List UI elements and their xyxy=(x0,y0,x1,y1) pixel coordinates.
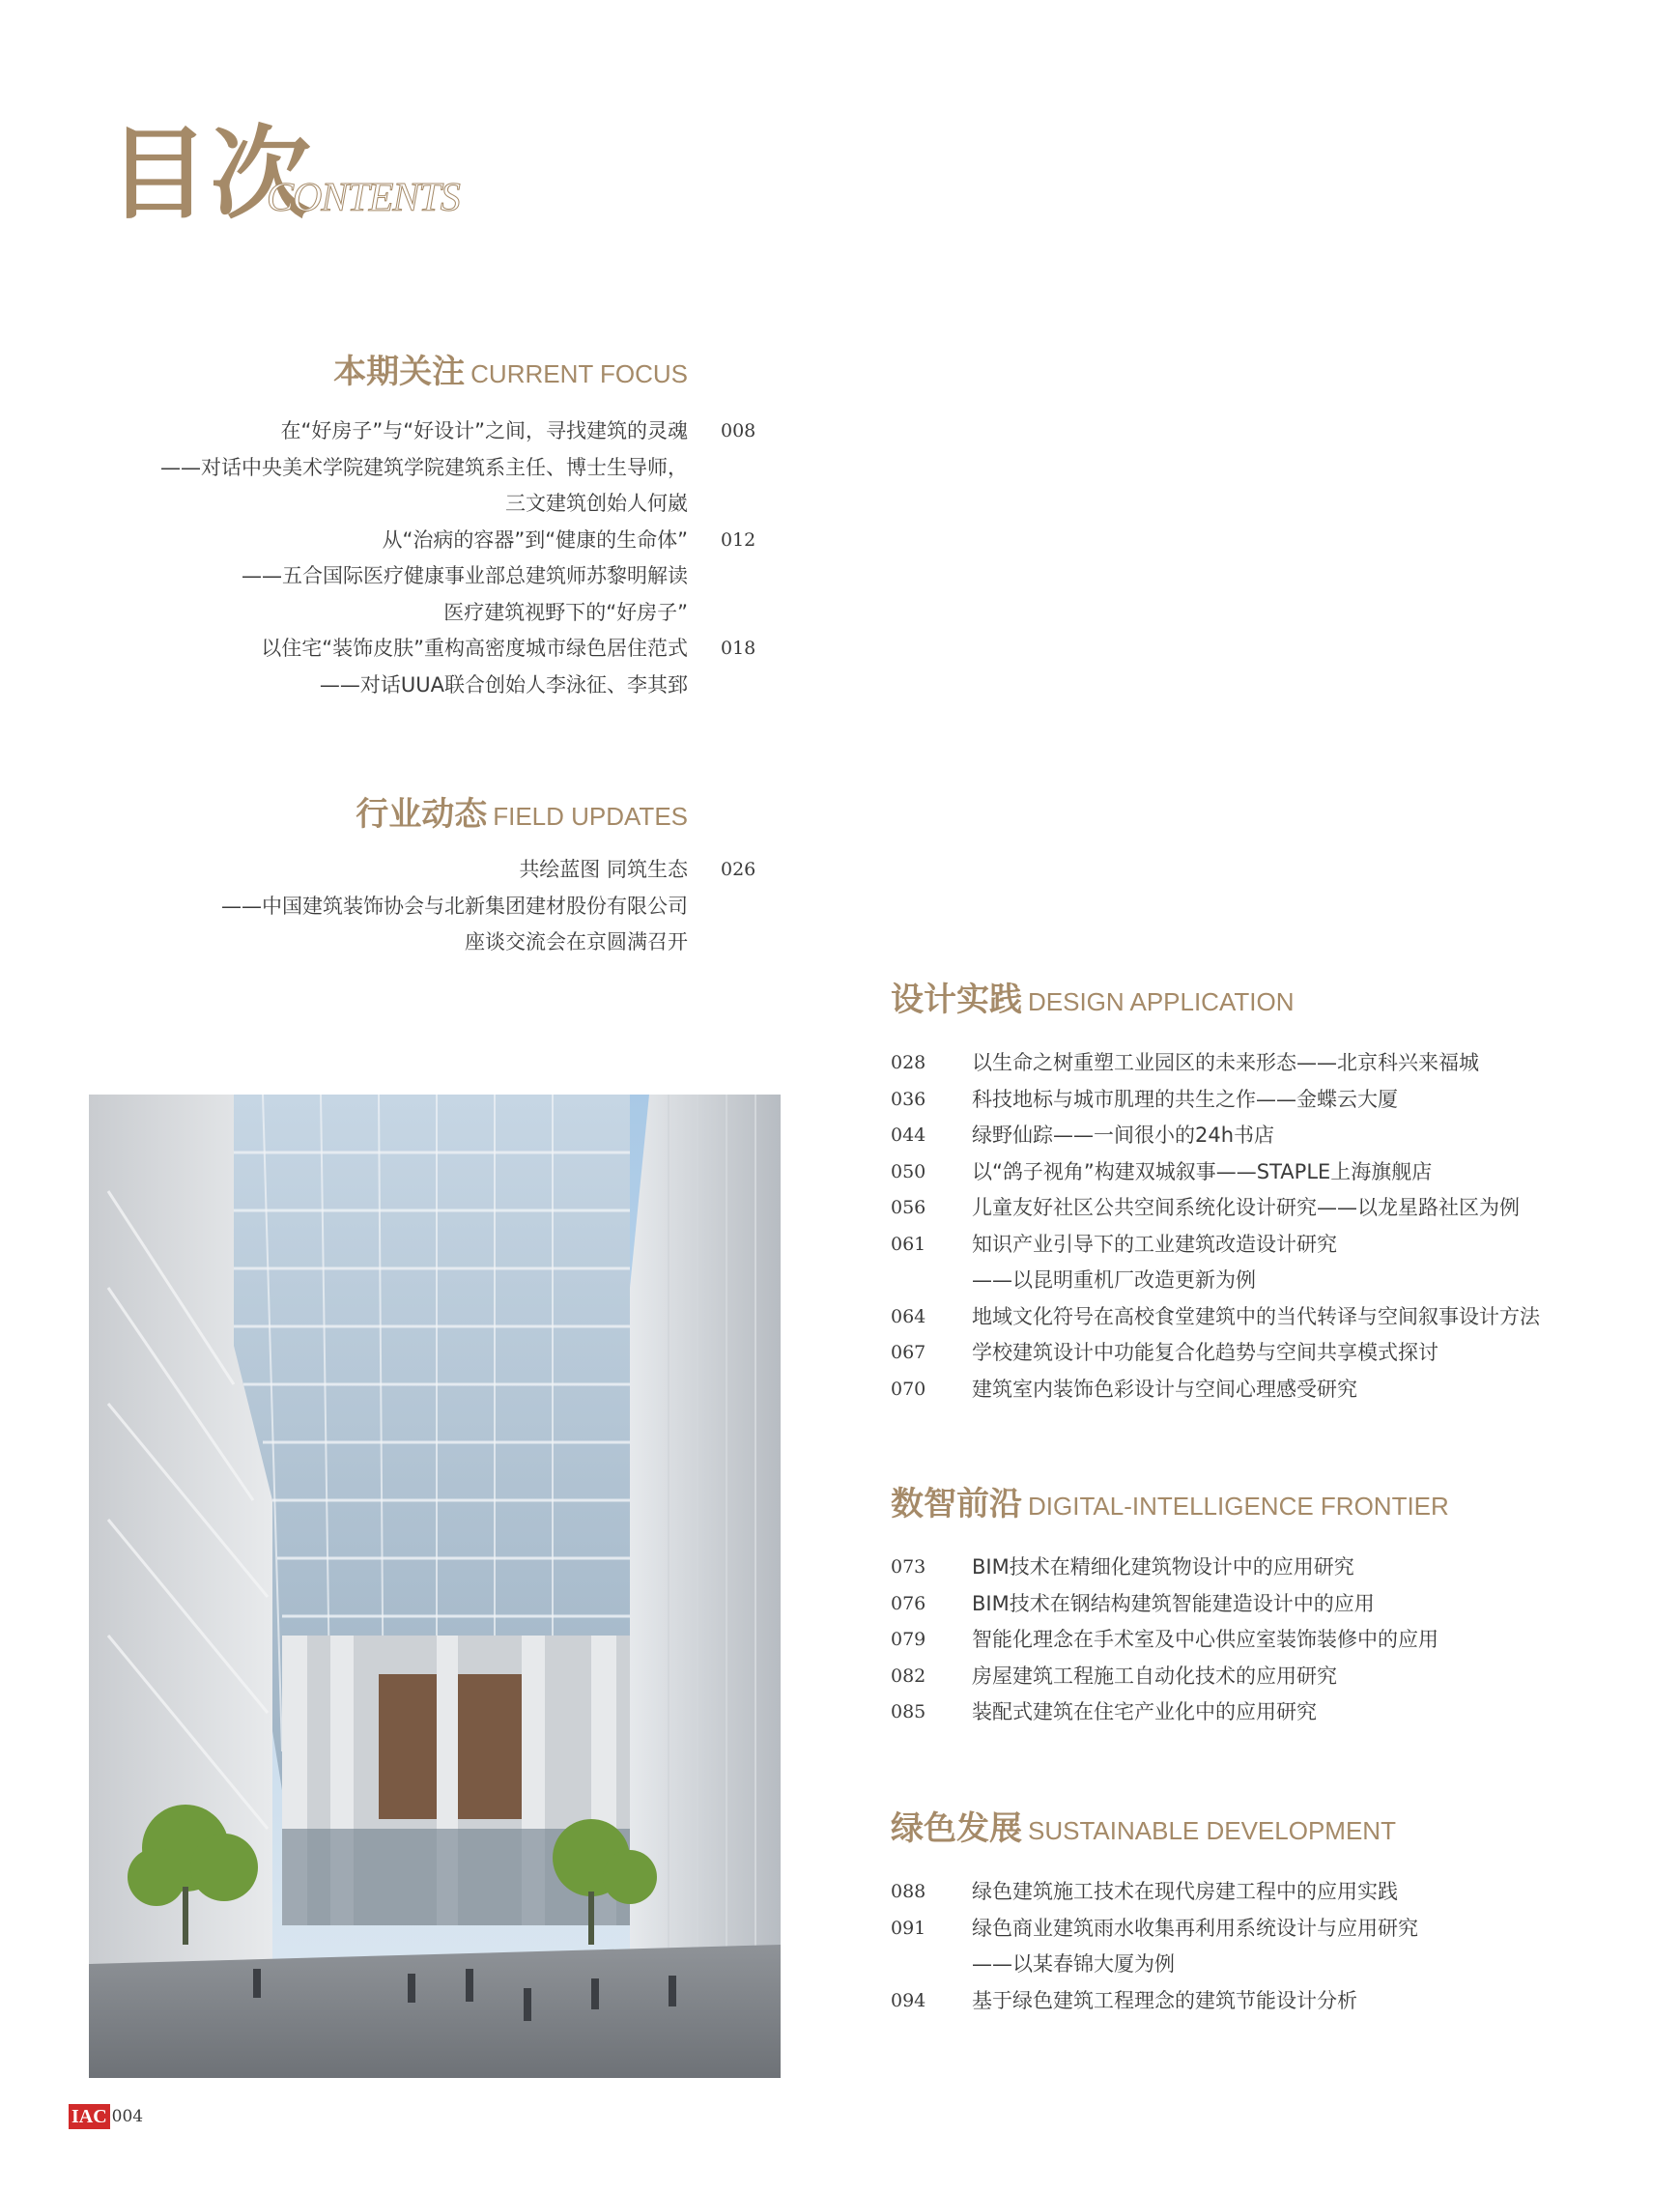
toc-entry-title: 房屋建筑工程施工自动化技术的应用研究 xyxy=(972,1664,1337,1688)
toc-page-number: 085 xyxy=(891,1701,926,1722)
toc-entry-title: 座谈交流会在京圆满召开 xyxy=(465,930,688,953)
toc-page-number: 067 xyxy=(891,1342,926,1363)
toc-entry-title: 学校建筑设计中功能复合化趋势与空间共享模式探讨 xyxy=(972,1341,1438,1364)
toc-page-number: 061 xyxy=(891,1233,926,1255)
section-heading-cn: 本期关注 xyxy=(333,353,466,391)
toc-entry-title: 以生命之树重塑工业园区的未来形态——北京科兴来福城 xyxy=(972,1051,1479,1074)
section-design-application xyxy=(891,983,1644,1408)
toc-entry-title: 绿野仙踪——一间很小的24h书店 xyxy=(972,1124,1275,1147)
toc-entry-title: 在“好房子”与“好设计”之间，寻找建筑的灵魂 xyxy=(280,419,688,442)
section-heading-en: DESIGN APPLICATION xyxy=(1028,987,1295,1016)
toc-entry[interactable] xyxy=(891,1911,1644,1983)
toc-page-number: 050 xyxy=(891,1160,926,1182)
toc-page-number: 012 xyxy=(721,528,756,551)
section-heading-en: SUSTAINABLE DEVELOPMENT xyxy=(1028,1816,1396,1845)
section-heading xyxy=(891,1485,1644,1523)
toc-entry-title: 建筑室内装饰色彩设计与空间心理感受研究 xyxy=(972,1377,1357,1401)
page-number: 004 xyxy=(111,2107,144,2126)
toc-entry[interactable] xyxy=(891,1190,1644,1227)
toc-entry-title: ——以昆明重机厂改造更新为例 xyxy=(972,1268,1256,1292)
toc-entry[interactable] xyxy=(891,1983,1644,2020)
section-heading-en: CURRENT FOCUS xyxy=(470,359,688,388)
toc-entry-title: 以住宅“装饰皮肤”重构高密度城市绿色居住范式 xyxy=(261,637,688,660)
toc-page-number: 028 xyxy=(891,1052,926,1073)
toc-entry[interactable] xyxy=(891,1694,1644,1731)
toc-page-number: 044 xyxy=(891,1124,926,1146)
title-english: CONTENTS xyxy=(267,176,460,220)
toc-entry[interactable] xyxy=(891,1372,1644,1408)
toc-page-number: 073 xyxy=(891,1556,926,1578)
toc-page-number: 064 xyxy=(891,1305,926,1327)
section-heading xyxy=(891,1809,1644,1848)
page-footer xyxy=(69,2104,143,2131)
toc-page-number: 091 xyxy=(891,1917,926,1939)
toc-entry[interactable] xyxy=(891,1299,1644,1336)
toc-entry-title: 科技地标与城市肌理的共生之作——金蝶云大厦 xyxy=(972,1087,1398,1111)
toc-entry-title: 知识产业引导下的工业建筑改造设计研究 xyxy=(972,1232,1337,1256)
toc-page-number: 008 xyxy=(721,420,756,441)
toc-page-number: 094 xyxy=(891,1989,926,2011)
toc-entry[interactable] xyxy=(891,1082,1644,1119)
section-sustainable-development xyxy=(891,1809,1644,2019)
toc-entry[interactable] xyxy=(891,1154,1644,1191)
toc-entry-title: 绿色商业建筑雨水收集再利用系统设计与应用研究 xyxy=(972,1916,1418,1940)
toc-entry-title: ——对话中央美术学院建筑学院建筑系主任、博士生导师， xyxy=(160,455,688,479)
toc-entry-title: 医疗建筑视野下的“好房子” xyxy=(443,600,688,624)
toc-entry-title: 绿色建筑施工技术在现代房建工程中的应用实践 xyxy=(972,1880,1398,1903)
iac-logo: IAC xyxy=(69,2104,110,2129)
title-chinese: 目次 xyxy=(108,114,314,233)
section-heading-cn: 数智前沿 xyxy=(891,1485,1022,1523)
toc-entry[interactable] xyxy=(97,523,773,632)
section-heading-en: FIELD UPDATES xyxy=(493,802,688,831)
section-heading-cn: 绿色发展 xyxy=(891,1809,1022,1848)
section-heading xyxy=(891,981,1644,1019)
toc-entry[interactable] xyxy=(97,631,773,703)
toc-entry-title: 儿童友好社区公共空间系统化设计研究——以龙星路社区为例 xyxy=(972,1196,1520,1219)
section-heading xyxy=(97,353,688,391)
toc-entry-title: 地域文化符号在高校食堂建筑中的当代转译与空间叙事设计方法 xyxy=(972,1304,1540,1328)
building-photo xyxy=(89,1095,781,2078)
toc-entry[interactable] xyxy=(891,1874,1644,1911)
toc-entry-title: 装配式建筑在住宅产业化中的应用研究 xyxy=(972,1700,1317,1723)
toc-page-number: 026 xyxy=(721,859,756,880)
toc-entry[interactable] xyxy=(891,1335,1644,1372)
toc-page-number: 056 xyxy=(891,1197,926,1218)
toc-entry[interactable] xyxy=(891,1045,1644,1082)
toc-entry-title: ——中国建筑装饰协会与北新集团建材股份有限公司 xyxy=(221,894,688,918)
section-digital-intelligence xyxy=(891,1485,1644,1731)
toc-entry-title: 智能化理念在手术室及中心供应室装饰装修中的应用 xyxy=(972,1628,1438,1651)
toc-page-number: 070 xyxy=(891,1378,926,1400)
toc-entry[interactable] xyxy=(891,1550,1644,1586)
toc-entry-title: ——以某春锦大厦为例 xyxy=(972,1952,1175,1976)
toc-page-number: 036 xyxy=(891,1088,926,1110)
toc-entry-title: 以“鸽子视角”构建双城叙事——STAPLE上海旗舰店 xyxy=(972,1159,1433,1183)
section-heading xyxy=(97,795,688,834)
section-field-updates xyxy=(97,795,773,961)
toc-entry-title: ——五合国际医疗健康事业部总建筑师苏黎明解读 xyxy=(242,564,688,587)
toc-page-number: 079 xyxy=(891,1629,926,1650)
toc-page-number: 088 xyxy=(891,1881,926,1902)
section-heading-cn: 设计实践 xyxy=(891,981,1022,1019)
toc-entry[interactable] xyxy=(97,413,773,523)
section-heading-en: DIGITAL-INTELLIGENCE FRONTIER xyxy=(1028,1492,1449,1521)
toc-entry-title: BIM技术在钢结构建筑智能建造设计中的应用 xyxy=(972,1591,1375,1615)
toc-entry[interactable] xyxy=(891,1622,1644,1659)
section-current-focus xyxy=(97,353,773,703)
toc-entry[interactable] xyxy=(891,1586,1644,1623)
toc-page-number: 082 xyxy=(891,1665,926,1687)
toc-entry-title: ——对话UUA联合创始人李泳征、李其郅 xyxy=(319,672,688,697)
toc-entry-title: 三文建筑创始人何崴 xyxy=(505,492,688,515)
toc-entry[interactable] xyxy=(97,852,773,961)
toc-entry-title: 从“治病的容器”到“健康的生命体” xyxy=(382,527,688,552)
toc-entry-title: 共绘蓝图 同筑生态 xyxy=(519,858,688,881)
toc-entry[interactable] xyxy=(891,1118,1644,1154)
toc-entry[interactable] xyxy=(891,1227,1644,1299)
toc-page-number: 018 xyxy=(721,638,756,659)
toc-entry[interactable] xyxy=(891,1659,1644,1695)
section-heading-cn: 行业动态 xyxy=(356,795,488,834)
toc-entry-title: BIM技术在精细化建筑物设计中的应用研究 xyxy=(972,1555,1354,1579)
toc-page-number: 076 xyxy=(891,1592,926,1614)
toc-entry-title: 基于绿色建筑工程理念的建筑节能设计分析 xyxy=(972,1988,1357,2012)
